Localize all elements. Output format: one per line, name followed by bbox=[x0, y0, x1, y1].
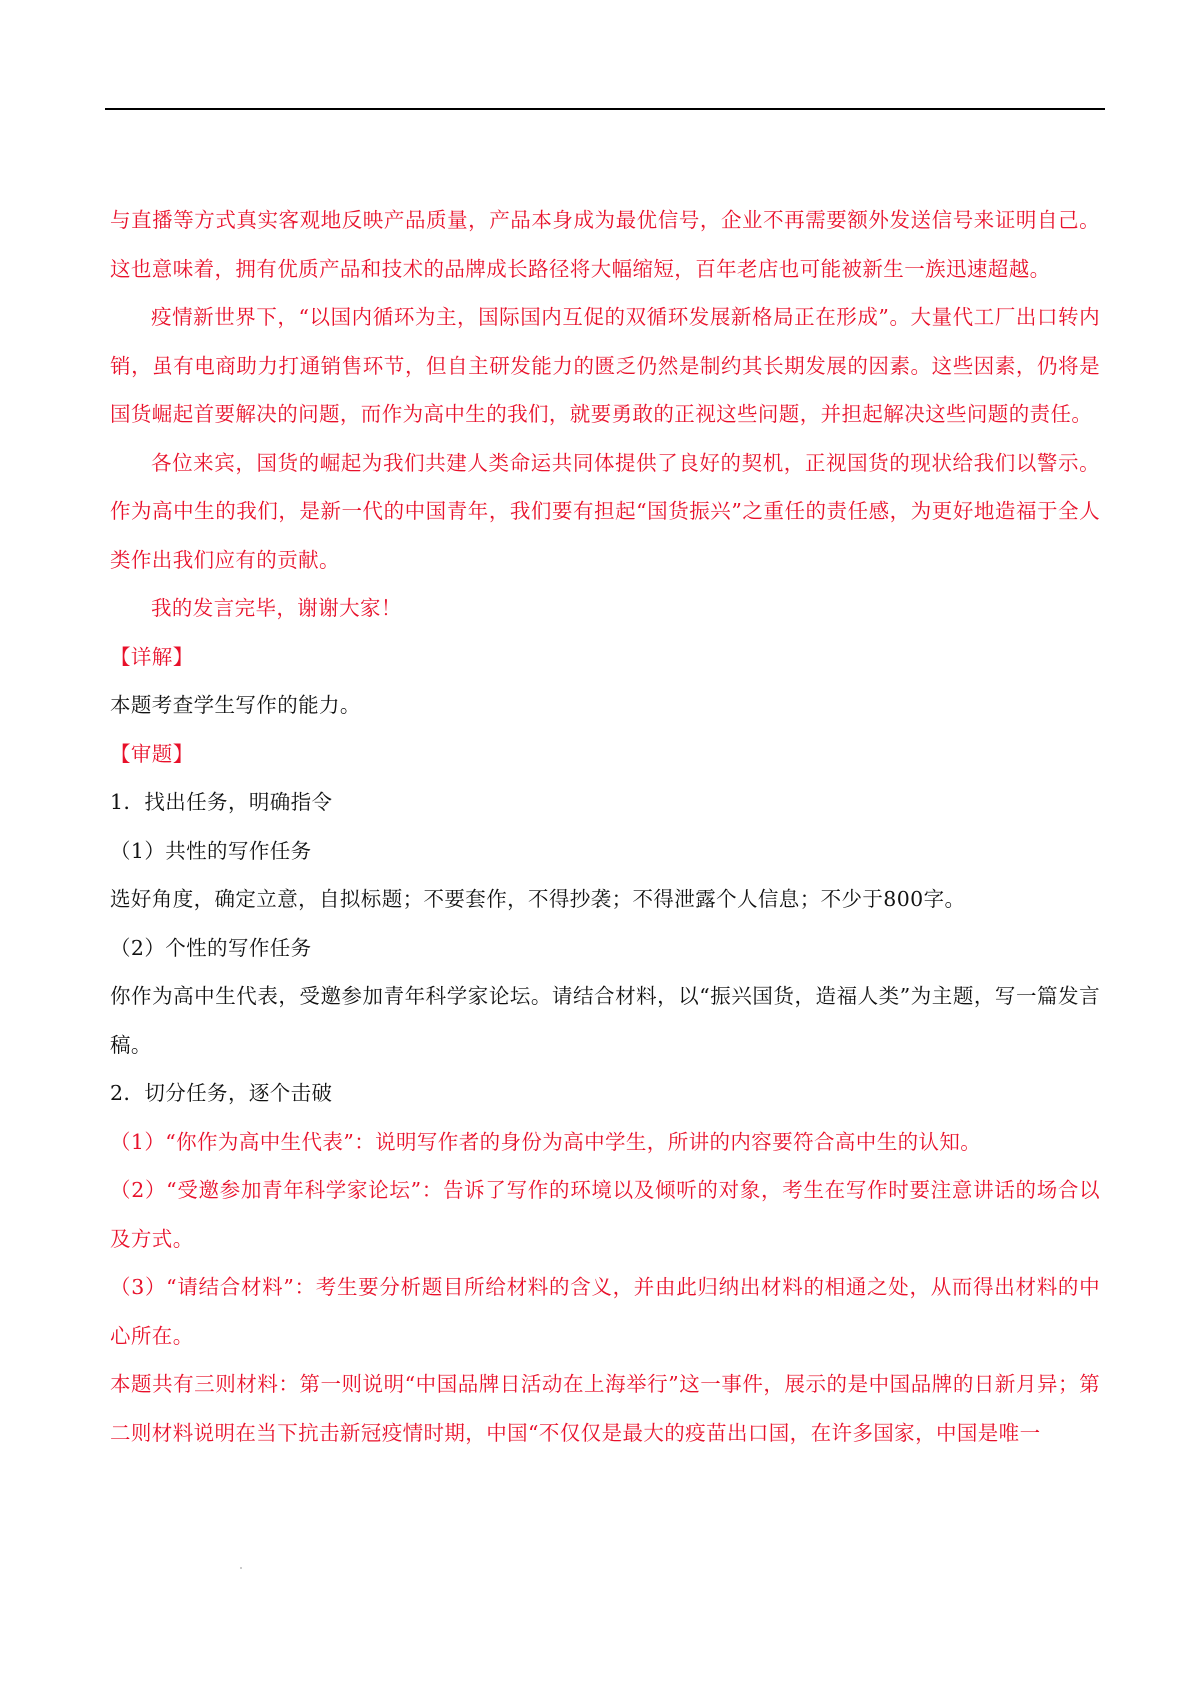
paragraph: 你作为高中生代表，受邀参加青年科学家论坛。请结合材料，以“振兴国货，造福人类”为主题，写一篇发言稿。 bbox=[110, 984, 1100, 1057]
paragraph: 本题考查学生写作的能力。 bbox=[110, 693, 361, 717]
document-body bbox=[110, 196, 1100, 1457]
paragraph: （2）“受邀参加青年科学家论坛”：告诉了写作的环境以及倾听的对象，考生在写作时要注意讲话的场合以及方式。 bbox=[110, 1178, 1100, 1251]
paragraph: 2．切分任务，逐个击破 bbox=[110, 1081, 333, 1105]
paragraph: 本题共有三则材料：第一则说明“中国品牌日活动在上海举行”这一事件，展示的是中国品牌的日新月异；第二则材料说明在当下抗击新冠疫情时期，中国“不仅仅是最大的疫苗出口国，在许多国家，中国是唯一 bbox=[110, 1372, 1100, 1445]
footer-mark bbox=[240, 1567, 242, 1569]
paragraph: （3）“请结合材料”：考生要分析题目所给材料的含义，并由此归纳出材料的相通之处，从而得出材料的中心所在。 bbox=[110, 1275, 1100, 1348]
header-rule bbox=[105, 108, 1105, 110]
paragraph: 选好角度，确定立意，自拟标题；不要套作，不得抄袭；不得泄露个人信息；不少于800字。 bbox=[110, 887, 966, 911]
paragraph: 1．找出任务，明确指令 bbox=[110, 790, 333, 814]
paragraph: （1）“你作为高中生代表”：说明写作者的身份为高中学生，所讲的内容要符合高中生的认知。 bbox=[110, 1129, 982, 1154]
paragraph: 我的发言完毕，谢谢大家！ bbox=[151, 596, 402, 620]
paragraph: 与直播等方式真实客观地反映产品质量，产品本身成为最优信号，企业不再需要额外发送信号来证明自己。这也意味着，拥有优质产品和技术的品牌成长路径将大幅缩短，百年老店也可能被新生一族迅速超越。 bbox=[110, 208, 1100, 281]
paragraph: 【详解】 bbox=[110, 644, 194, 669]
paragraph: 疫情新世界下，“以国内循环为主，国际国内互促的双循环发展新格局正在形成”。大量代工厂出口转内销，虽有电商助力打通销售环节，但自主研发能力的匮乏仍然是制约其长期发展的因素。这些因素，仍将是国货崛起首要解决的问题，而作为高中生的我们，就要勇敢的正视这些问题，并担起解决这些问题的责任。 bbox=[110, 305, 1100, 426]
paragraph: 【审题】 bbox=[110, 741, 194, 766]
paragraph: （2）个性的写作任务 bbox=[110, 935, 312, 960]
paragraph: （1）共性的写作任务 bbox=[110, 838, 312, 863]
paragraph: 各位来宾，国货的崛起为我们共建人类命运共同体提供了良好的契机，正视国货的现状给我们以警示。作为高中生的我们，是新一代的中国青年，我们要有担起“国货振兴”之重任的责任感，为更好地造福于全人类作出我们应有的贡献。 bbox=[110, 450, 1100, 572]
